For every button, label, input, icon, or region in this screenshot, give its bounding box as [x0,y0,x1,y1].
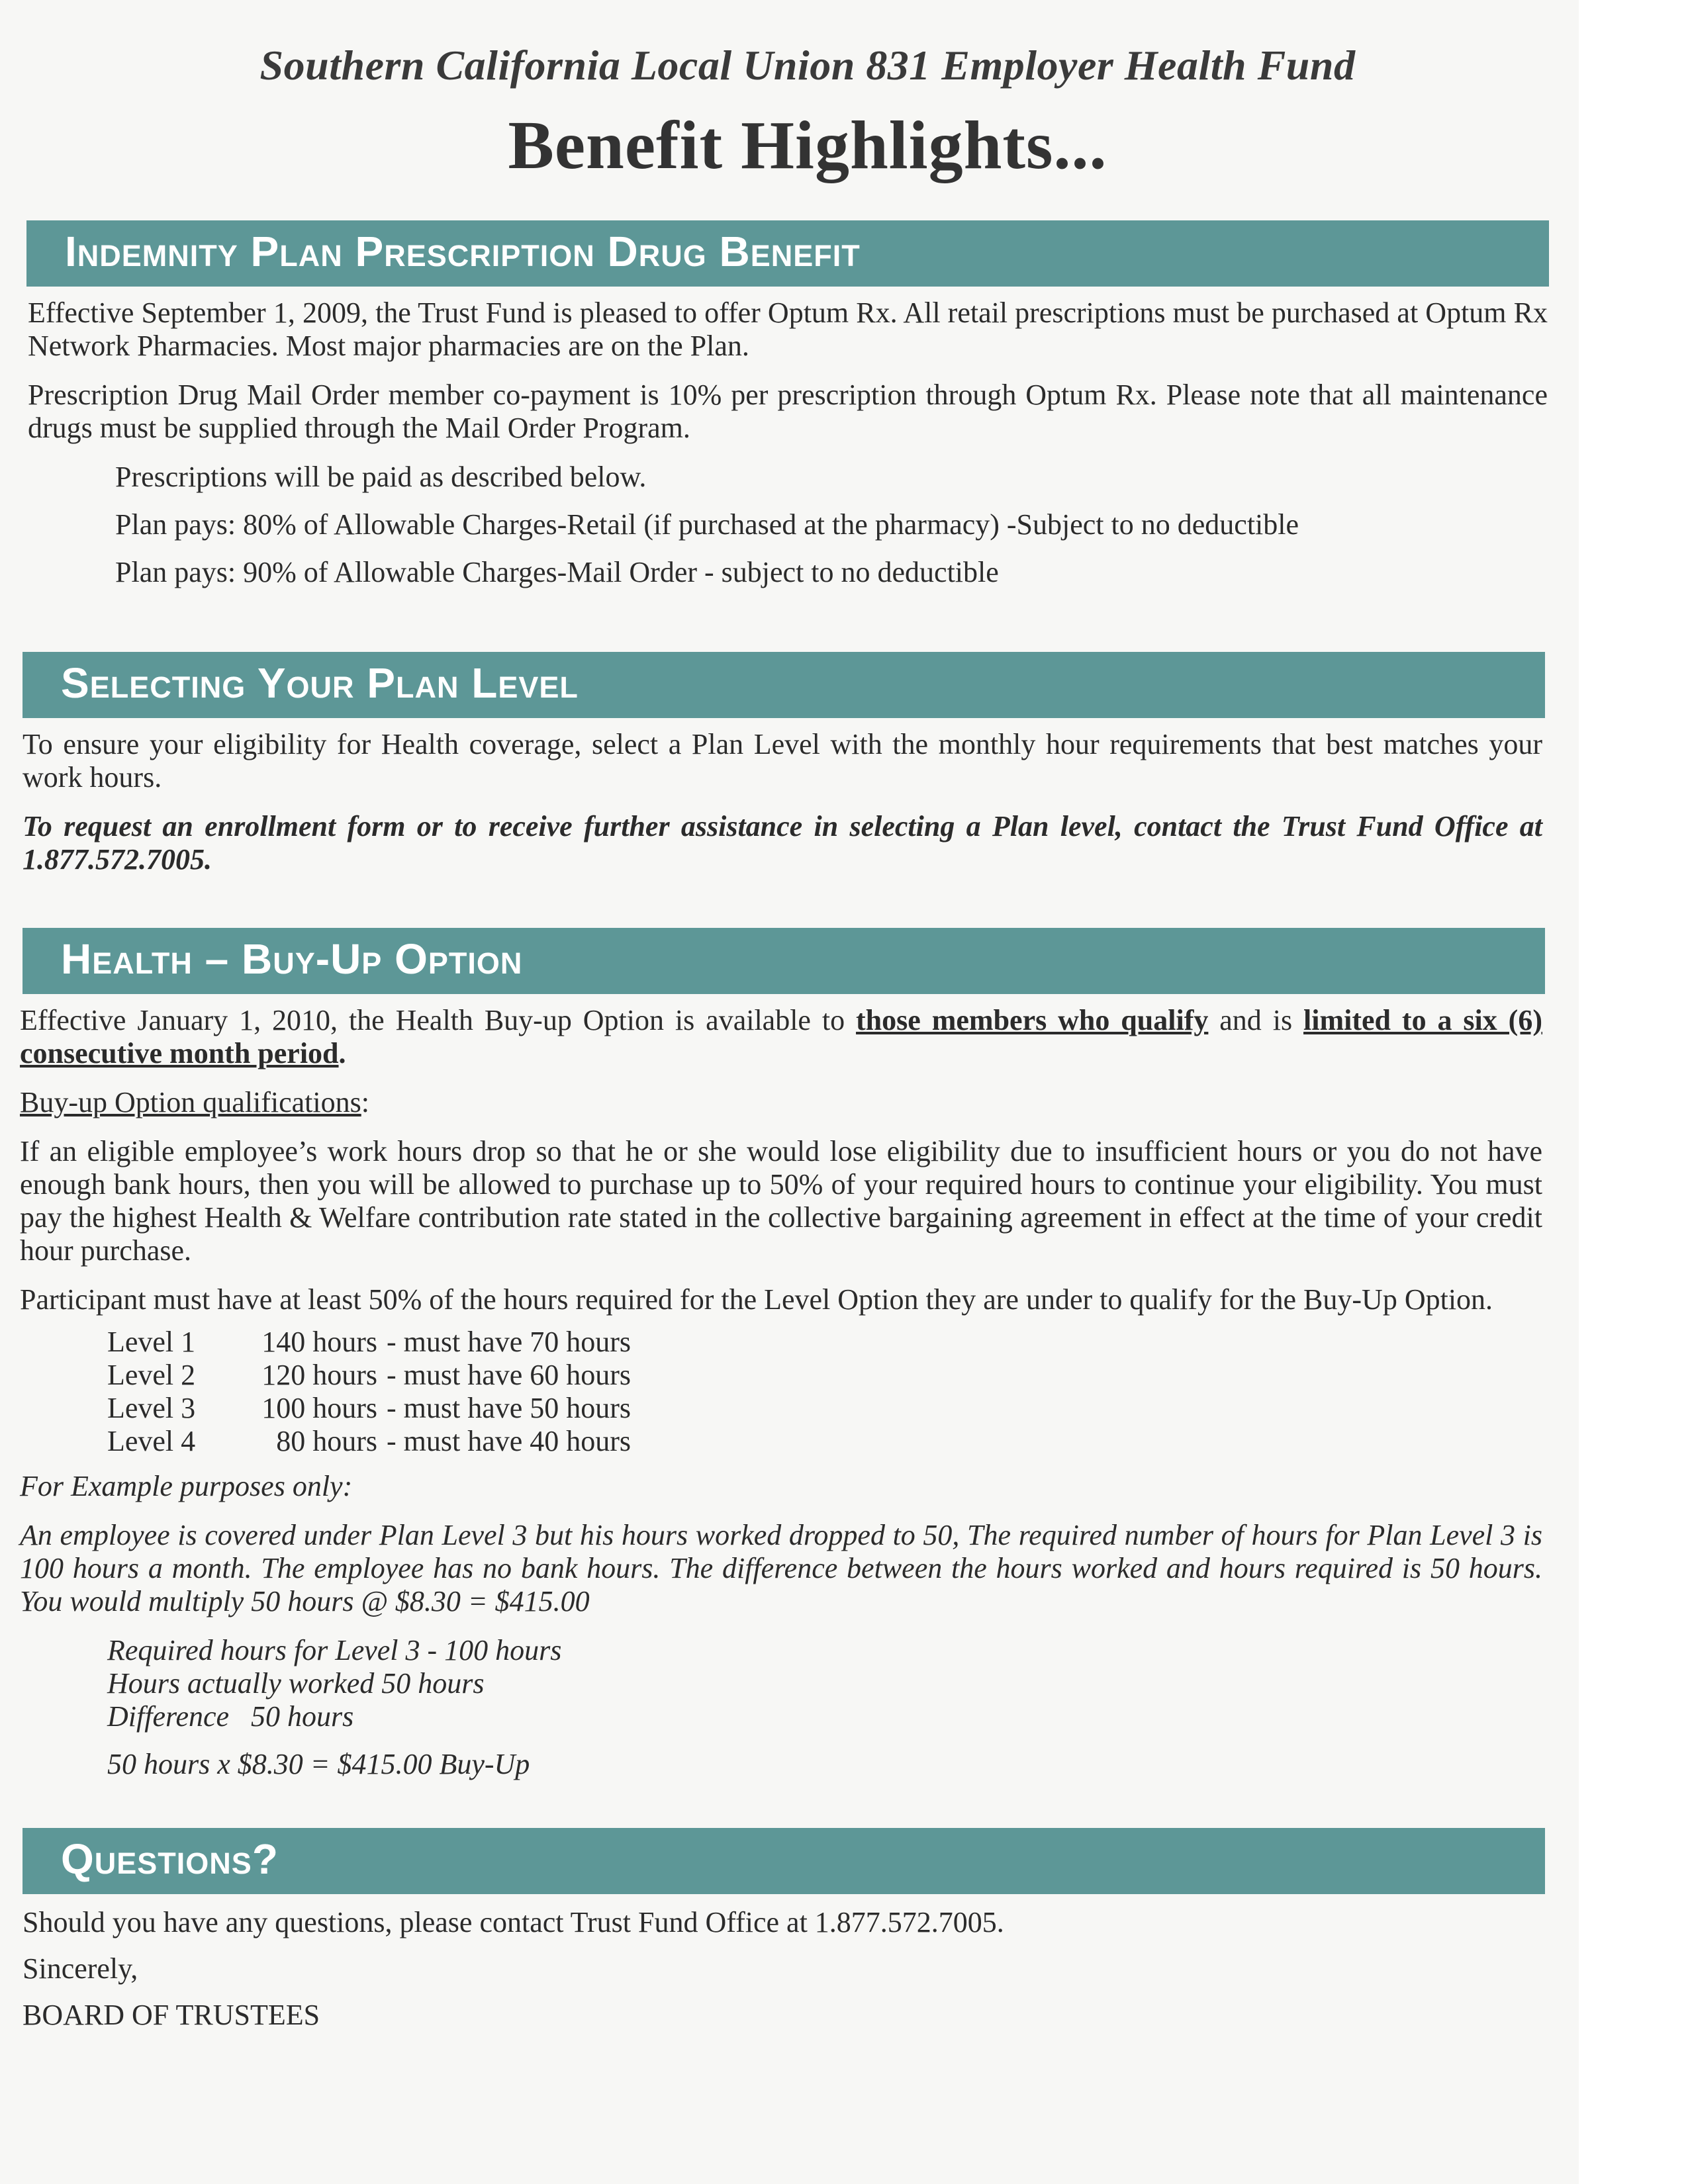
indemnity-paragraph-1: Effective September 1, 2009, the Trust Fund is pleased to offer Optum Rx. All retail prescriptions must be purchased at Optum Rx Network Pharmacies. Most major pharmacies are on the Plan. [28,296,1548,362]
level-label: Level 1 [107,1326,196,1358]
indemnity-paragraph-2: Prescription Drug Mail Order member co-payment is 10% per prescription through Optum Rx. Please note that all maintenance drugs must be supplied through the Mail Order Program. [28,379,1548,444]
level-minimum: - must have 50 hours [387,1392,632,1424]
level-hours: 120 hours [261,1359,377,1391]
calc-line-difference: Difference 50 hours [107,1700,354,1733]
qualifications-label [20,1086,1542,1119]
level-hours: 140 hours [261,1326,377,1358]
indemnity-line-2: Plan pays: 80% of Allowable Charges-Retail (if purchased at the pharmacy) -Subject to no deductible [115,508,1299,541]
table-row [107,1326,631,1359]
level-minimum: - must have 40 hours [387,1425,632,1457]
calc-line-required: Required hours for Level 3 - 100 hours [107,1634,562,1666]
table-row [107,1359,631,1392]
level-minimum: - must have 60 hours [387,1359,632,1391]
buy-up-paragraph-3: Participant must have at least 50% of the hours required for the Level Option they are under to qualify for the Buy-Up Option. [20,1283,1493,1316]
calc-line-worked: Hours actually worked 50 hours [107,1667,485,1700]
buy-up-emphasis-qualify: those members who qualify [856,1004,1209,1036]
level-hours: 100 hours [261,1392,377,1424]
buy-up-text: and is [1208,1004,1304,1036]
indemnity-line-1: Prescriptions will be paid as described below. [115,461,647,493]
calc-line-total: 50 hours x $8.30 = $415.00 Buy-Up [107,1748,530,1780]
page-title: Benefit Highlights... [508,107,1107,183]
section-buy-up [20,1004,1542,1781]
buy-up-text: . [338,1037,346,1069]
closing-salutation: Sincerely, [23,1952,138,1985]
questions-paragraph: Should you have any questions, please contact Trust Fund Office at 1.877.572.7005. [23,1906,1004,1938]
scan-edge [1579,0,1688,2184]
buy-up-paragraph-2: If an eligible employee’s work hours drop so that he or she would lose eligibility due to insufficient hours or you do not have enough bank hours, then you will be allowed to purchase up to 50% of your required hours to continue your eligibility. You must pay the highest Health & Welfare contribution rate stated in the collective bargaining agreement in effect at the time of your credit hour purchase. [20,1135,1542,1267]
level-label: Level 4 [107,1425,196,1457]
buy-up-paragraph-1 [20,1004,1542,1070]
indemnity-line-3: Plan pays: 90% of Allowable Charges-Mail Order - subject to no deductible [115,556,999,588]
section-questions [23,1906,1542,2048]
section-plan-level [23,728,1542,892]
buy-up-text: Effective January 1, 2010, the Health Buy-up Option is available to [20,1004,857,1036]
example-label: For Example purposes only: [20,1470,353,1502]
level-label: Level 2 [107,1359,196,1391]
level-hours: 80 hours [276,1425,377,1457]
plan-level-contact-note: To request an enrollment form or to receive further assistance in selecting a Plan level, contact the Trust Fund Office at 1.877.572.7005. [23,810,1542,876]
level-hours-table [107,1326,631,1458]
level-label: Level 3 [107,1392,196,1424]
section-heading-buy-up: Health – Buy-Up Option [23,928,1545,994]
buy-up-emphasis-limit: limited to a six (6) consecutive month period [20,1004,1542,1069]
table-row [107,1392,631,1425]
signature: BOARD OF TRUSTEES [23,1999,320,2031]
example-paragraph: An employee is covered under Plan Level 3 but his hours worked dropped to 50, The required number of hours for Plan Level 3 is 100 hours a month. The employee has no bank hours. The difference between the hours worked and hours required is 50 hours. You would multiply 50 hours @ $8.30 = $415.00 [20,1519,1542,1617]
qualifications-label-text: Buy-up Option qualifications [20,1086,361,1118]
section-heading-questions: Questions? [23,1828,1545,1894]
spacer [20,1733,1542,1748]
table-row [107,1425,631,1458]
qualifications-colon: : [361,1086,369,1118]
section-heading-plan-level: Selecting Your Plan Level [23,652,1545,718]
level-minimum: - must have 70 hours [387,1326,632,1358]
organization-title: Southern California Local Union 831 Employer Health Fund [259,42,1356,89]
section-indemnity [28,296,1548,604]
section-heading-indemnity: Indemnity Plan Prescription Drug Benefit [26,220,1549,287]
plan-level-paragraph-1: To ensure your eligibility for Health coverage, select a Plan Level with the monthly hour requirements that best matches your work hours. [23,728,1542,794]
